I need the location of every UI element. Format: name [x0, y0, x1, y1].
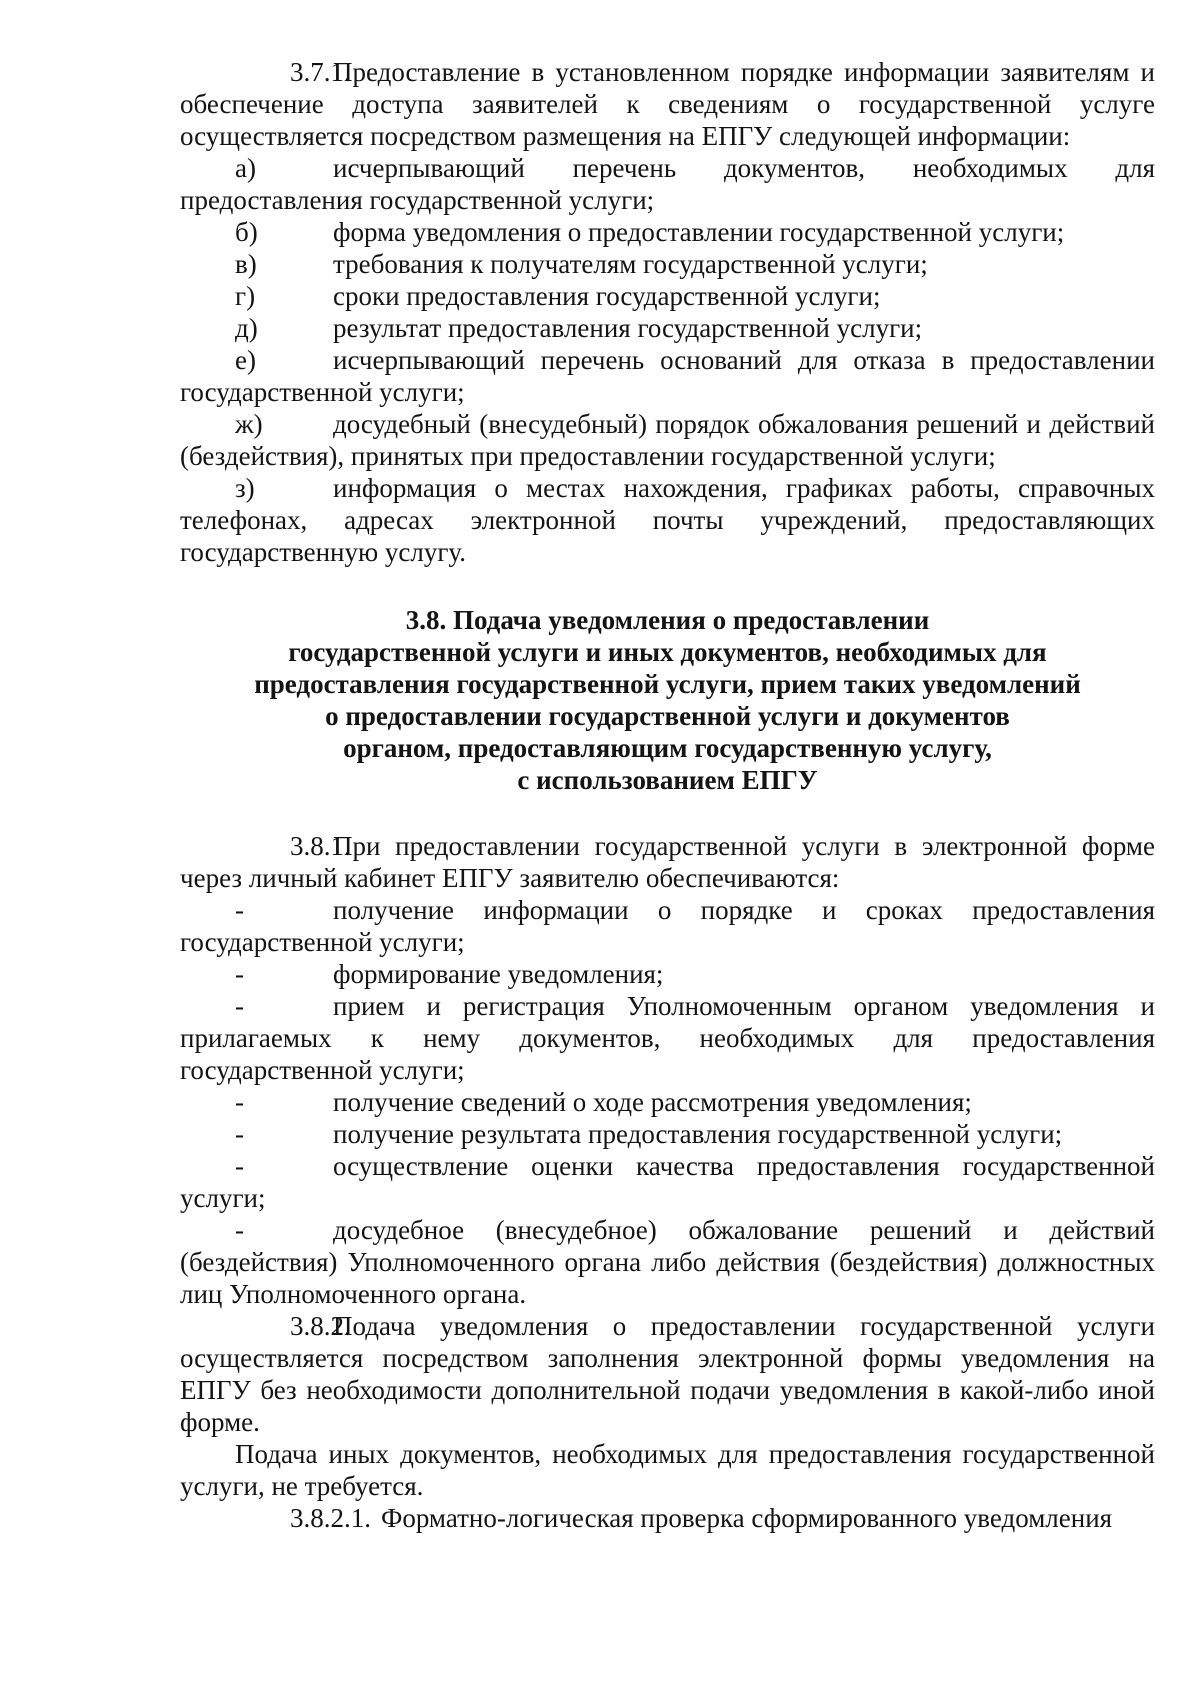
paragraph-text: Подача уведомления о предоставлении государственной услуги осуществляется посредством заполнения электронной формы уведомления на ЕПГУ без необходимости дополнительной подачи уведомления в какой-либо иной форме. — [180, 1311, 1155, 1437]
section-number: 3.8.1. — [290, 831, 351, 861]
list-item-text: сроки предоставления государственной услуги; — [333, 281, 881, 311]
heading-line: с использованием ЕПГУ — [517, 765, 818, 795]
section-number: 3.8.2. — [290, 1311, 351, 1341]
list-item — [180, 408, 1155, 472]
list-item-text: исчерпывающий перечень документов, необходимых для предоставления государственной услуги; — [180, 153, 1155, 215]
list-marker: - — [235, 1151, 244, 1181]
list-item-text: досудебное (внесудебное) обжалование решений и действий (бездействия) Уполномоченного органа либо действия (бездействия) должностных лиц Уполномоченного органа. — [180, 1215, 1155, 1309]
section-number: 3.8.2.1. — [290, 1503, 371, 1533]
heading-line: 3.8. Подача уведомления о предоставлении — [405, 605, 930, 635]
list-item-text: получение сведений о ходе рассмотрения уведомления; — [333, 1087, 972, 1117]
heading-line: государственной услуги и иных документов, необходимых для — [288, 637, 1047, 667]
list-marker: - — [235, 1215, 244, 1245]
list-marker: а) — [235, 153, 256, 183]
list-marker: б) — [235, 217, 258, 247]
list-item-text: результат предоставления государственной услуги; — [333, 313, 923, 343]
list-marker: - — [235, 895, 244, 925]
list-item — [180, 990, 1155, 1086]
list-item-text: досудебный (внесудебный) порядок обжалования решений и действий (бездействия), принятых при предоставлении государственной услуги; — [180, 409, 1155, 471]
list-item — [180, 1086, 1155, 1118]
heading-line: о предоставлении государственной услуги и документов — [325, 701, 1010, 731]
list-marker: - — [235, 1087, 244, 1117]
list-marker: - — [235, 991, 244, 1021]
list-marker: з) — [235, 473, 255, 503]
list-item — [180, 1214, 1155, 1310]
list-marker: д) — [235, 313, 258, 343]
list-item — [180, 1150, 1155, 1214]
list-item-text: получение информации о порядке и сроках предоставления государственной услуги; — [180, 895, 1155, 957]
list-item — [180, 312, 1155, 344]
section-3-8-heading — [180, 604, 1155, 796]
list-item-text: информация о местах нахождения, графиках работы, справочных телефонах, адресах электронной почты учреждений, предоставляющих государственную услугу. — [180, 473, 1155, 567]
list-item — [180, 216, 1155, 248]
paragraph-text: Форматно-логическая проверка сформированного уведомления — [381, 1503, 1113, 1533]
list-item-text: получение результата предоставления государственной услуги; — [333, 1119, 1063, 1149]
list-item — [180, 248, 1155, 280]
list-item-text: требования к получателям государственной услуги; — [333, 249, 928, 279]
list-marker: ж) — [235, 409, 263, 439]
list-marker: г) — [235, 281, 256, 311]
list-item — [180, 894, 1155, 958]
list-item-text: осуществление оценки качества предоставления государственной услуги; — [180, 1151, 1155, 1213]
list-item — [180, 958, 1155, 990]
list-item — [180, 344, 1155, 408]
list-item — [180, 1118, 1155, 1150]
section-number: 3.7.1. — [290, 57, 351, 87]
section-3-8-2 — [180, 1310, 1155, 1438]
list-marker: в) — [235, 249, 257, 279]
paragraph-text: При предоставлении государственной услуги в электронной форме через личный кабинет ЕПГУ заявителю обеспечиваются: — [180, 831, 1155, 893]
document-page — [180, 56, 1155, 1534]
section-3-8-2-1 — [180, 1502, 1155, 1534]
list-item-text: прием и регистрация Уполномоченным органом уведомления и прилагаемых к нему документов, необходимых для предоставления государственной услуги; — [180, 991, 1155, 1085]
list-item — [180, 280, 1155, 312]
list-item-text: исчерпывающий перечень оснований для отказа в предоставлении государственной услуги; — [180, 345, 1155, 407]
heading-line: предоставления государственной услуги, прием таких уведомлений — [254, 669, 1081, 699]
section-3-8-2-extra: Подача иных документов, необходимых для предоставления государственной услуги, не требуется. — [180, 1439, 1155, 1501]
list-item-text: формирование уведомления; — [333, 959, 664, 989]
section-3-7-1-intro — [180, 56, 1155, 152]
section-3-8-1-intro — [180, 830, 1155, 894]
heading-line: органом, предоставляющим государственную услугу, — [343, 733, 992, 763]
paragraph-text: Предоставление в установленном порядке информации заявителям и обеспечение доступа заявителей к сведениям о государственной услуге осуществляется посредством размещения на ЕПГУ следующей информации: — [180, 57, 1155, 151]
list-item — [180, 472, 1155, 568]
list-item — [180, 152, 1155, 216]
list-item-text: форма уведомления о предоставлении государственной услуги; — [333, 217, 1065, 247]
list-marker: - — [235, 1119, 244, 1149]
list-marker: - — [235, 959, 244, 989]
list-marker: е) — [235, 345, 256, 375]
